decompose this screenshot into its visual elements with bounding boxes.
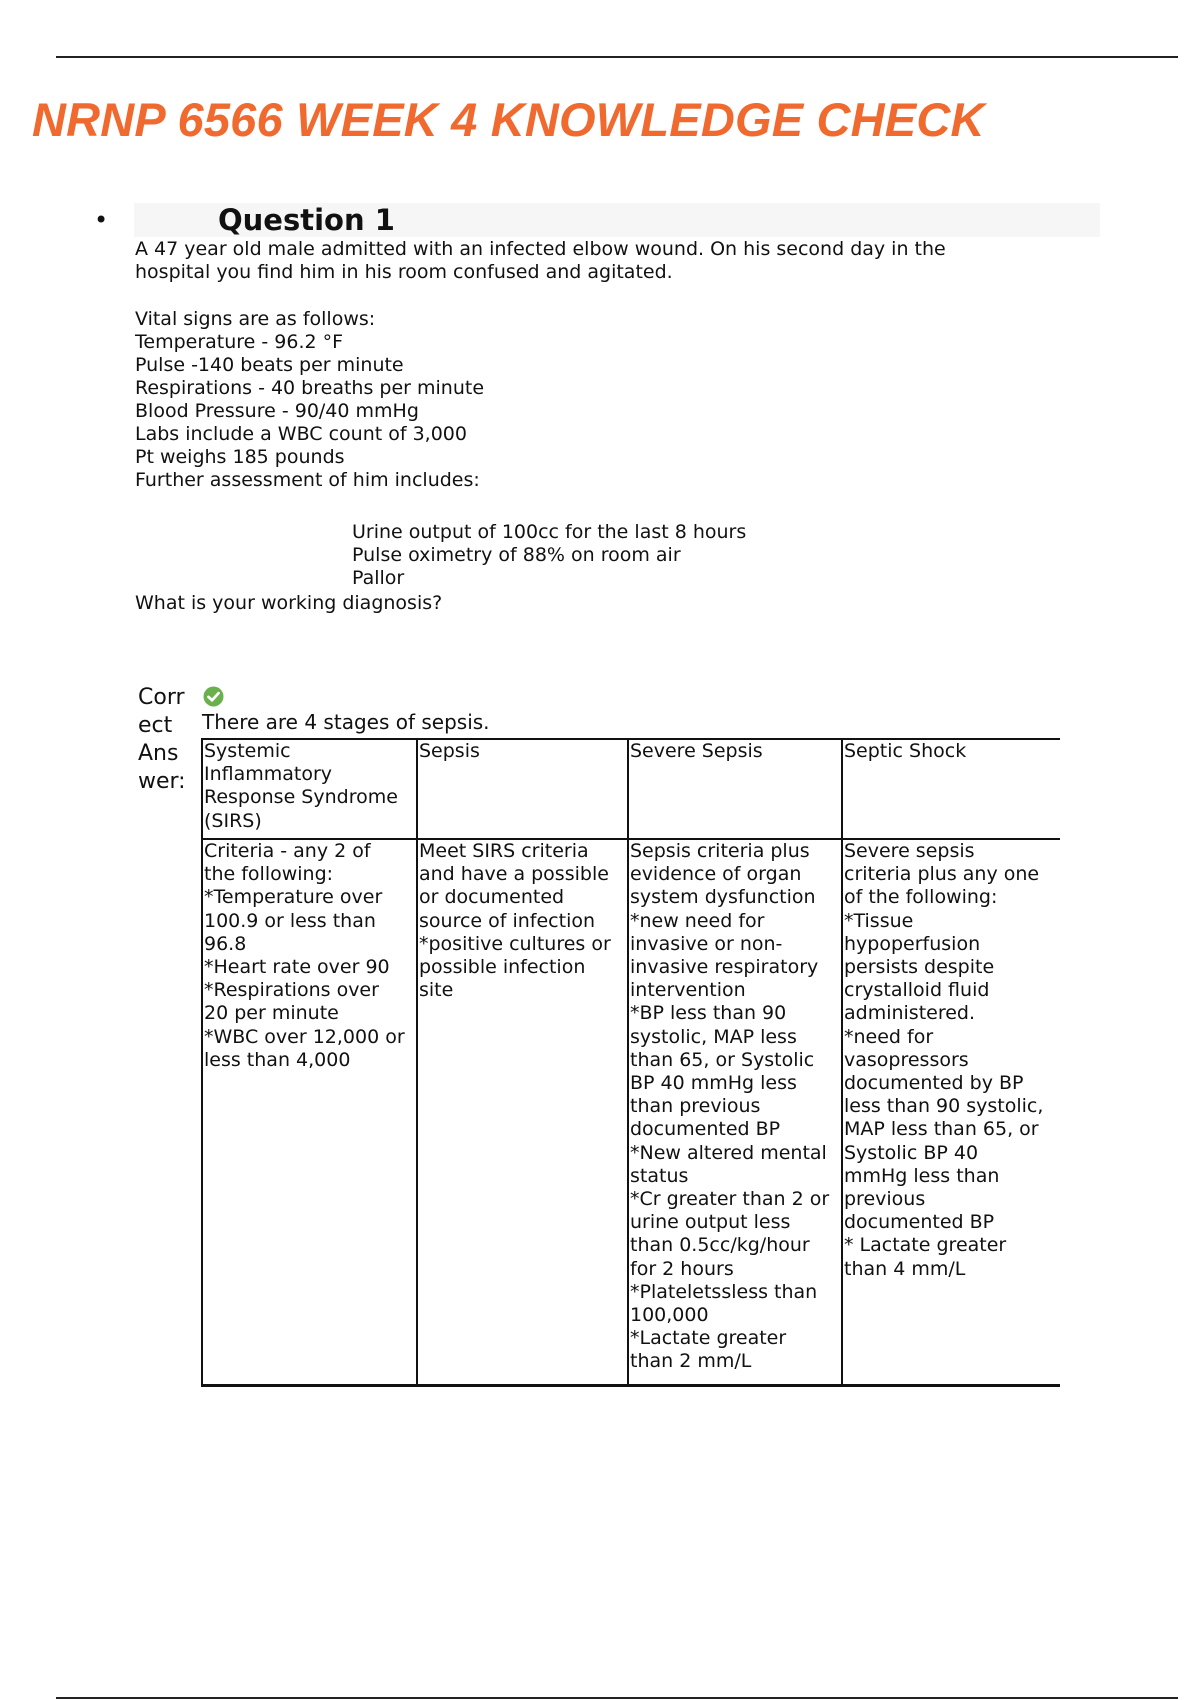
cell-severe-sepsis-criteria: Sepsis criteria plus evidence of organ system dysfunction *new need for invasive or non- invasive respiratory intervention *BP less than 90 systolic, MAP less than 65, or Systolic BP 40 mmHg less than previous documented BP *New altered mental status *Cr greater than 2 or urine output less than 0.5cc/kg/hour for 2 hours *Plateletssless than 100,000 *Lactate greater than 2 mm/L <box>628 839 842 1386</box>
table-row <box>202 839 1060 1386</box>
question-intro-line: hospital you find him in his room confused and agitated. <box>135 261 673 283</box>
sepsis-stages-table <box>201 738 1060 1387</box>
question-intro-line: A 47 year old male admitted with an infected elbow wound. On his second day in the <box>135 238 946 260</box>
cell-septic-shock-criteria: Severe sepsis criteria plus any one of the following: *Tissue hypoperfusion persists despite crystalloid fluid administered. *need for vasopressors documented by BP less than 90 systolic, MAP less than 65, or Systolic BP 40 mmHg less than previous documented BP * Lactate greater than 4 mm/L <box>842 839 1060 1386</box>
assessment-line: Urine output of 100cc for the last 8 hours <box>352 521 747 543</box>
question-bullet: • <box>94 206 109 234</box>
assessment-line: Pallor <box>352 567 405 589</box>
header-septic-shock: Septic Shock <box>842 739 1060 839</box>
vital-line: Pulse -140 beats per minute <box>135 354 404 376</box>
cell-sirs-criteria: Criteria - any 2 of the following: *Temperature over 100.9 or less than 96.8 *Heart rate over 90 *Respirations over 20 per minute *WBC over 12,000 or less than 4,000 <box>202 839 417 1386</box>
question-prompt: What is your working diagnosis? <box>135 592 443 614</box>
answer-intro: There are 4 stages of sepsis. <box>202 710 490 734</box>
check-circle-icon <box>203 686 224 707</box>
vital-line: Pt weighs 185 pounds <box>135 446 345 468</box>
header-sepsis: Sepsis <box>417 739 628 839</box>
further-assessment-list <box>352 521 746 590</box>
vital-line: Respirations - 40 breaths per minute <box>135 377 485 399</box>
bottom-rule <box>56 1697 1178 1699</box>
question-intro <box>135 238 946 284</box>
vital-line: Blood Pressure - 90/40 mmHg <box>135 400 419 422</box>
vital-line: Further assessment of him includes: <box>135 469 480 491</box>
vital-signs-list <box>135 308 484 492</box>
table-header-row <box>202 739 1060 839</box>
document-title: NRNP 6566 WEEK 4 KNOWLEDGE CHECK <box>32 93 985 146</box>
question-title: Question 1 <box>218 203 395 237</box>
header-severe-sepsis: Severe Sepsis <box>628 739 842 839</box>
correct-answer-label: Corr ect Ans wer: <box>138 685 186 794</box>
vital-line: Labs include a WBC count of 3,000 <box>135 423 467 445</box>
top-rule <box>56 56 1178 58</box>
header-sirs: Systemic Inflammatory Response Syndrome (SIRS) <box>202 739 417 839</box>
assessment-line: Pulse oximetry of 88% on room air <box>352 544 681 566</box>
vital-line: Vital signs are as follows: <box>135 308 376 330</box>
vital-line: Temperature - 96.2 °F <box>135 331 344 353</box>
cell-sepsis-criteria: Meet SIRS criteria and have a possible or documented source of infection *positive cultures or possible infection site <box>417 839 628 1386</box>
